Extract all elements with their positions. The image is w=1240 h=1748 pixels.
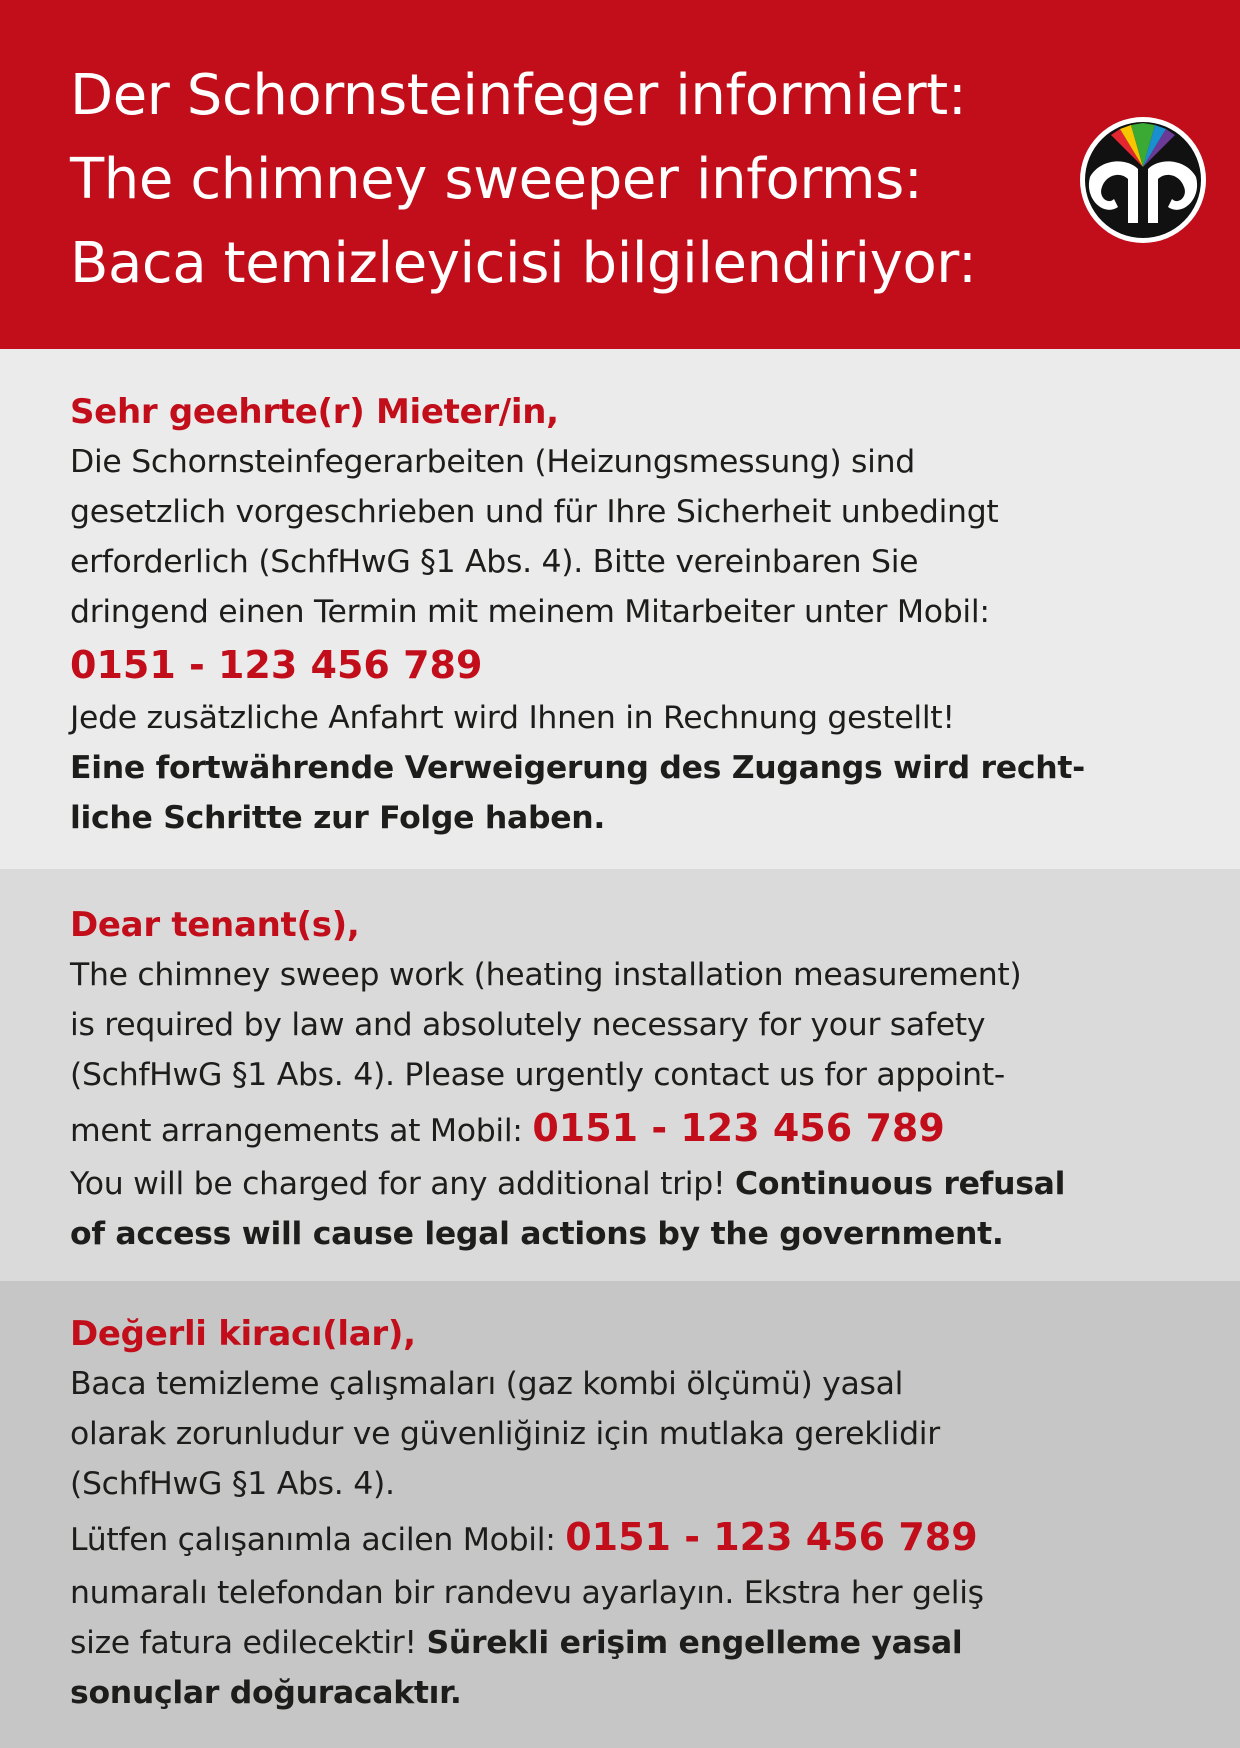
german-warning-line: liche Schritte zur Folge haben. — [70, 800, 606, 836]
english-greeting: Dear tenant(s), — [70, 905, 360, 945]
german-warning-line: Eine fortwährende Verweigerung des Zugangs wird recht- — [70, 750, 1085, 786]
turkish-charge-text: size fatura edilecektir! — [70, 1625, 417, 1661]
turkish-body-line: olarak zorunludur ve güvenliğiniz için mutlaka gereklidir — [70, 1416, 940, 1452]
turkish-body-line: Baca temizleme çalışmaları (gaz kombi ölçümü) yasal — [70, 1366, 904, 1402]
english-phone-lead: ment arrangements at Mobil: — [70, 1113, 523, 1149]
header-banner — [0, 0, 1240, 349]
chimney-sweep-guild-emblem-icon — [1078, 115, 1208, 245]
english-body-line: is required by law and absolutely necessary for your safety — [70, 1007, 986, 1043]
turkish-warning-part2: sonuçlar doğuracaktır. — [70, 1675, 462, 1711]
english-phone-number: 0151 - 123 456 789 — [532, 1106, 945, 1150]
german-notice-section — [0, 349, 1240, 869]
german-charge-text: Jede zusätzliche Anfahrt wird Ihnen in Rechnung gestellt! — [70, 700, 955, 736]
turkish-notice-section — [0, 1281, 1240, 1748]
title-english: The chimney sweeper informs: — [70, 147, 923, 212]
english-phone-line — [70, 1100, 1192, 1159]
turkish-charge-line — [70, 1618, 1192, 1668]
english-notice-body — [70, 900, 1192, 1259]
german-body-line: Die Schornsteinfegerarbeiten (Heizungsmessung) sind — [70, 444, 915, 480]
german-body-line: erforderlich (SchfHwG §1 Abs. 4). Bitte vereinbaren Sie — [70, 544, 919, 580]
turkish-phone-number: 0151 - 123 456 789 — [565, 1515, 978, 1559]
english-body-line: (SchfHwG §1 Abs. 4). Please urgently contact us for appoint- — [70, 1057, 1005, 1093]
english-body-line: The chimney sweep work (heating installation measurement) — [70, 957, 1022, 993]
turkish-after-phone: numaralı telefondan bir randevu ayarlayın. Ekstra her geliş — [70, 1575, 984, 1611]
english-charge-line — [70, 1159, 1192, 1209]
turkish-notice-body — [70, 1309, 1192, 1718]
page-title — [70, 54, 976, 306]
german-body-line: dringend einen Termin mit meinem Mitarbeiter unter Mobil: — [70, 594, 990, 630]
english-warning-part1: Continuous refusal — [735, 1166, 1066, 1202]
title-german: Der Schornsteinfeger informiert: — [70, 63, 967, 128]
german-phone-number: 0151 - 123 456 789 — [70, 643, 483, 687]
title-turkish: Baca temizleyicisi bilgilendiriyor: — [70, 231, 977, 296]
german-greeting: Sehr geehrte(r) Mieter/in, — [70, 392, 559, 432]
german-notice-body — [70, 387, 1192, 843]
turkish-warning-part1: Sürekli erişim engelleme yasal — [426, 1625, 963, 1661]
german-body-line: gesetzlich vorgeschrieben und für Ihre Sicherheit unbedingt — [70, 494, 999, 530]
turkish-greeting: Değerli kiracı(lar), — [70, 1314, 416, 1354]
turkish-body-line: (SchfHwG §1 Abs. 4). — [70, 1466, 395, 1502]
english-notice-section — [0, 869, 1240, 1281]
english-charge-text: You will be charged for any additional trip! — [70, 1166, 726, 1202]
turkish-phone-line — [70, 1509, 1192, 1568]
turkish-phone-lead: Lütfen çalışanımla acilen Mobil: — [70, 1522, 556, 1558]
english-warning-part2: of access will cause legal actions by the government. — [70, 1216, 1004, 1252]
